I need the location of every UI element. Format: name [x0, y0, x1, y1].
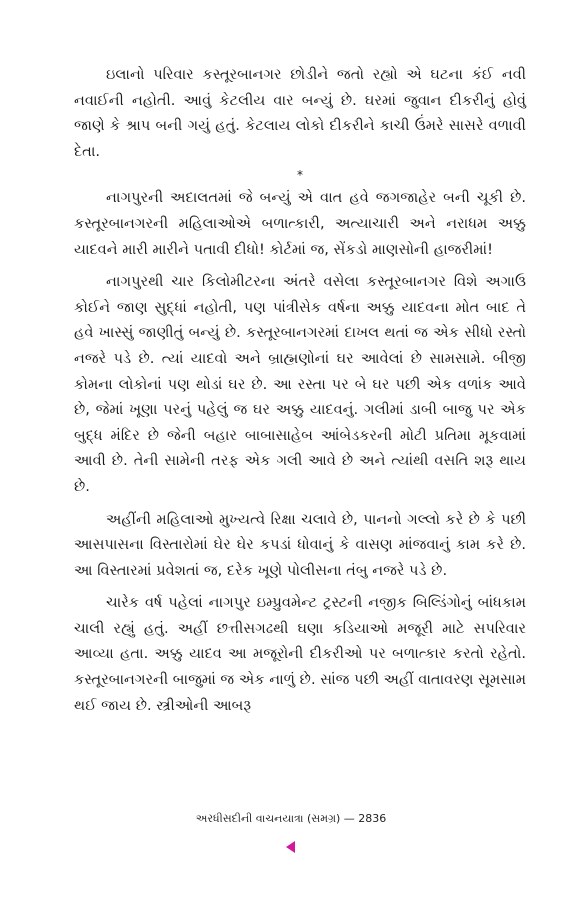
- previous-page-arrow-icon[interactable]: [286, 841, 295, 853]
- paragraph-4: અહીંની મહિલાઓ મુખ્યત્વે રિક્ષા ચલાવે છે, પાનનો ગલ્લો કરે છે કે પછી આસપાસના વિસ્તારોમાં ઘેર ઘેર કપડાં ધોવાનું કે વાસણ માંજવાનું કામ કરે છે. આ વિસ્તારમાં પ્રવેશતાં જ, દરેક ખૂણે પોલીસના તંબુ નજરે પડે છે.: [74, 510, 526, 579]
- page-body: [74, 62, 526, 718]
- paragraph-1: ઇલાનો પરિવાર કસ્તૂરબાનગર છોડીને જતો રહ્યો એ ઘટના કંઈ નવી નવાઈની નહોતી. આવું કેટલીય વાર બન્યું છે. ઘરમાં જુવાન દીકરીનું હોવું જાણે કે શ્રાપ બની ગયું હતું. કેટલાય લોકો દીકરીને કાચી ઉંમરે સાસરે વળાવી દેતા.: [74, 66, 526, 160]
- page-footer: અરધીસદીની વાચનયાત્રા (સમગ્ર) — 2836: [195, 812, 387, 825]
- paragraph-3: નાગપુરથી ચાર કિલોમીટરના અંતરે વસેલા કસ્તૂરબાનગર વિશે અગાઉ કોઈને જાણ સુદ્ધાં નહોતી, પણ પાંત્રીસેક વર્ષના અક્કુ યાદવના મોત બાદ તે હવે ખાસ્સું જાણીતું બન્યું છે. કસ્તૂરબાનગરમાં દાખલ થતાં જ એક સીધો રસ્તો નજરે પડે છે. ત્યાં યાદવો અને બ્રાહ્મણોનાં ઘર આવેલાં છે સામસામે. બીજી કોમના લોકોનાં પણ થોડાં ઘર છે. આ રસ્તા પર બે ઘર પછી એક વળાંક આવે છે, જેમાં ખૂણા પરનું પહેલું જ ઘર અક્કુ યાદવનું. ગલીમાં ડાબી બાજુ પર એક બુદ્ધ મંદિર છે જેની બહાર બાબાસાહેબ આંબેડકરની મોટી પ્રતિમા મૂકવામાં આવી છે. તેની સામેની તરફ એક ગલી આવે છે અને ત્યાંથી વસતિ શરૂ થાય છે.: [74, 273, 526, 495]
- section-separator: *: [297, 168, 303, 183]
- paragraph-5: ચારેક વર્ષ પહેલાં નાગપુર ઇમ્પ્રુવમેન્ટ ટ્રસ્ટની નજીક બિલ્ડિંગોનું બાંધકામ ચાલી રહ્યું હતું. અહીં છત્તીસગઢથી ઘણા કડિયાઓ મજૂરી માટે સપરિવાર આવ્યા હતા. અક્કુ યાદવ આ મજૂરોની દીકરીઓ પર બળાત્કાર કરતો રહેતો. કસ્તૂરબાનગરની બાજુમાં જ એક નાળું છે. સાંજ પછી અહીં વાતાવરણ સૂમસામ થઈ જાય છે. સ્ત્રીઓની આબરૂ: [74, 594, 526, 714]
- paragraph-2: નાગપુરની અદાલતમાં જે બન્યું એ વાત હવે જગજાહેર બની ચૂકી છે. કસ્તૂરબાનગરની મહિલાઓએ બળાત્કારી, અત્યાચારી અને નરાધમ અક્કુ યાદવને મારી મારીને પતાવી દીધો! કોર્ટમાં જ, સેંકડો માણસોની હાજરીમાં!: [74, 189, 526, 258]
